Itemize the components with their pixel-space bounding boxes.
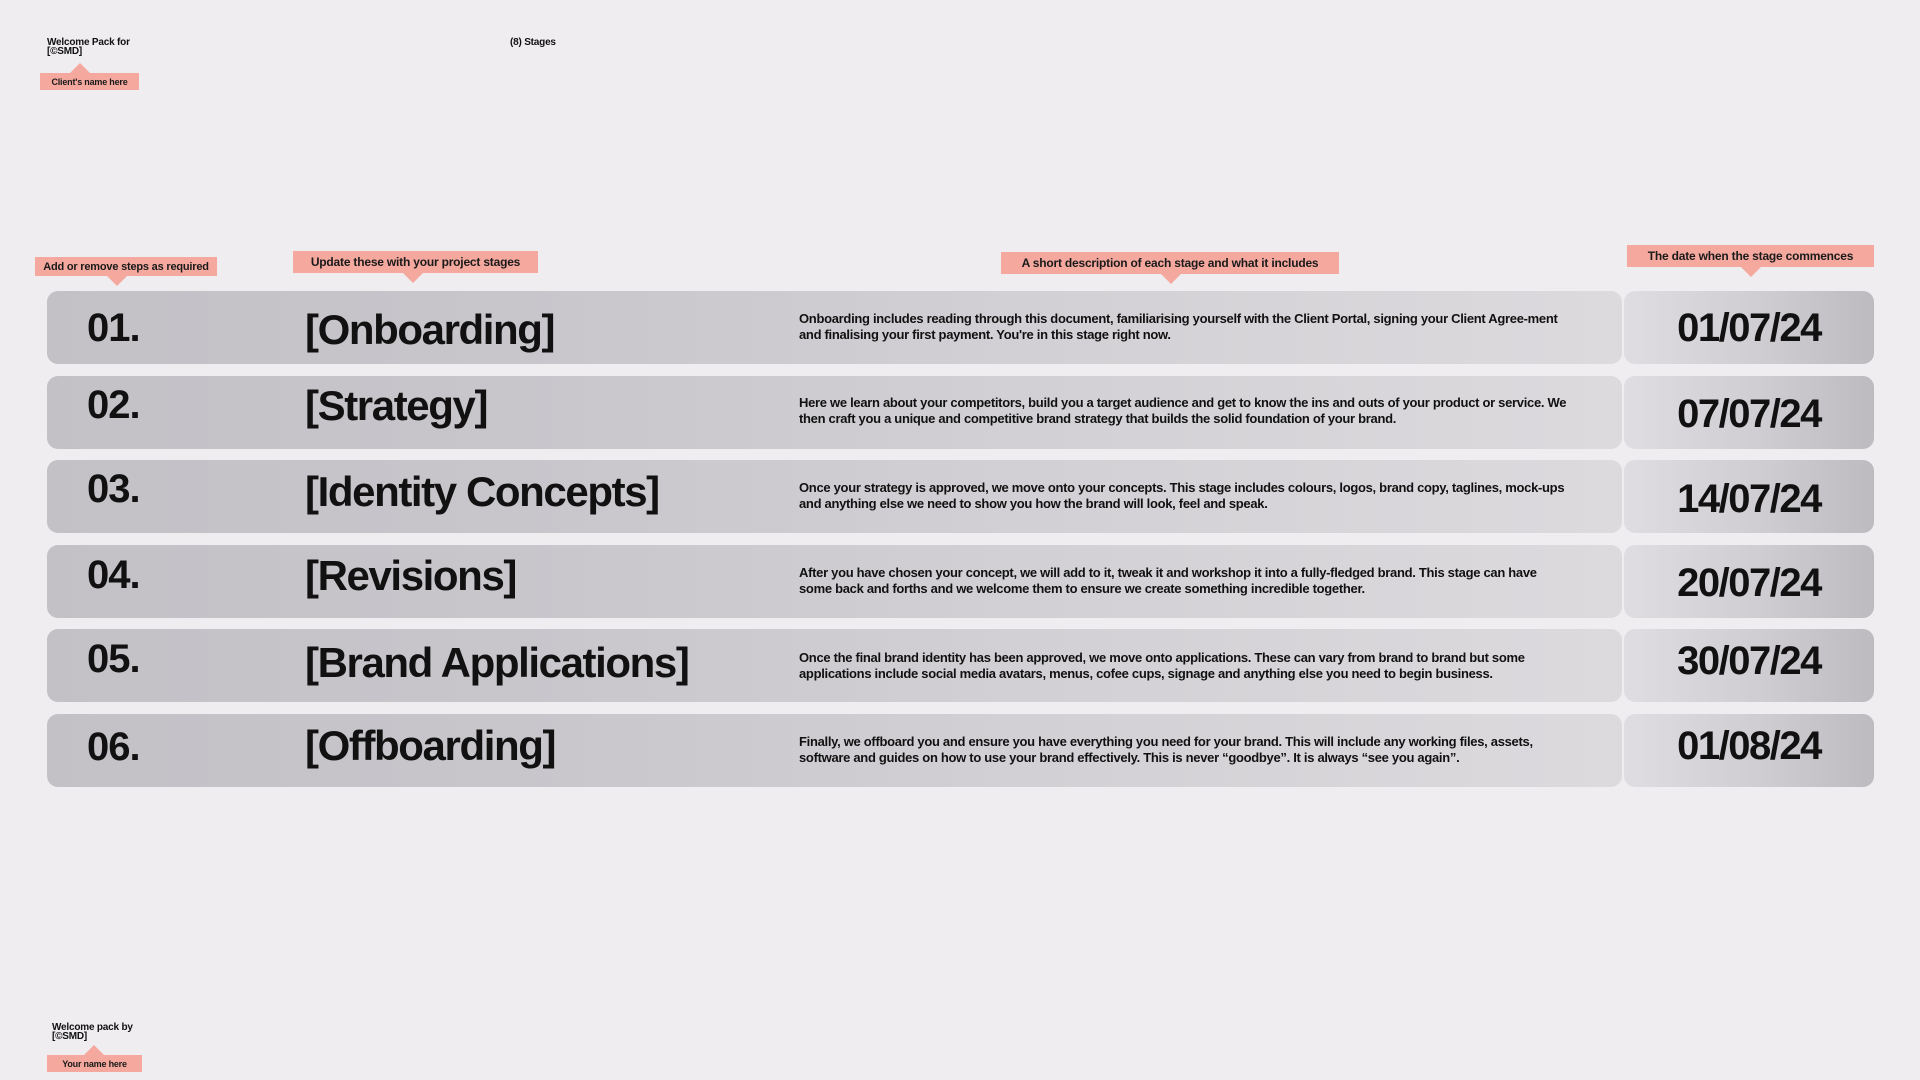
welcome-pack-by-line1: Welcome pack by: [52, 1022, 133, 1033]
stage-description: Finally, we offboard you and ensure you have everything you need for your brand. This will include any working files, assets, software and guides on how to use your brand effectively. This is never “goodbye”. It is always “see you again”.: [799, 734, 1533, 765]
stage-date: 14/07/24: [1677, 477, 1821, 521]
stage-date-box: [1624, 545, 1874, 618]
stage-row: [47, 376, 1821, 449]
annotation-date: [1627, 245, 1874, 267]
stage-number: 02.: [87, 383, 140, 427]
stage-row: [47, 460, 1821, 533]
stage-name: [Identity Concepts]: [305, 468, 659, 515]
stage-date-box: [1624, 460, 1874, 533]
tag-pointer-icon: [1741, 267, 1761, 277]
stages-count: (8) Stages: [510, 37, 556, 48]
annotation-date-label: The date when the stage commences: [1647, 249, 1854, 263]
welcome-pack-by-line2: [©SMD]: [52, 1031, 88, 1042]
stage-number: 01.: [87, 306, 140, 350]
stage-description: Onboarding includes reading through this document, familiarising yourself with the Client Portal, signing your Client Agree-ment and finalising your first payment. You're in this stage right now.: [799, 311, 1558, 342]
stage-number: 04.: [87, 553, 140, 597]
tag-pointer-icon: [107, 276, 127, 286]
annotation-stages-label: Update these with your project stages: [310, 255, 521, 269]
stage-name: [Brand Applications]: [305, 639, 689, 686]
annotation-steps-label: Add or remove steps as required: [43, 260, 209, 273]
stage-row: [47, 714, 1821, 787]
stage-number: 05.: [87, 637, 140, 681]
your-name-label: Your name here: [62, 1058, 127, 1069]
stage-date: 07/07/24: [1677, 392, 1821, 436]
tag-pointer-icon: [1161, 274, 1181, 284]
annotation-description: [1001, 252, 1339, 274]
stage-date-box: [1624, 291, 1874, 364]
stage-description: After you have chosen your concept, we will add to it, tweak it and workshop it into a fully-fledged brand. This stage can have some back and forths and we welcome them to ensure we create something incredible together.: [799, 565, 1537, 596]
stage-date-box: [1624, 376, 1874, 449]
tag-pointer-icon: [84, 1045, 104, 1055]
stage-name: [Strategy]: [305, 382, 488, 429]
welcome-pack-by: [52, 1023, 133, 1041]
stage-description: Once the final brand identity has been approved, we move onto applications. These can vary from brand to brand but some applications include social media avatars, menus, cofee cups, signage and anything else you need to begin business.: [799, 650, 1525, 681]
stage-number: 03.: [87, 467, 140, 511]
client-name-label: Client's name here: [51, 76, 128, 87]
stage-name: [Revisions]: [305, 552, 516, 599]
stage-description: Here we learn about your competitors, build you a target audience and get to know the ins and outs of your product or service. We then craft you a unique and competitive brand strategy that builds the solid foundation of your brand.: [799, 395, 1567, 426]
stage-date: 30/07/24: [1677, 639, 1821, 683]
stage-date-box: [1624, 714, 1874, 787]
stage-row: [47, 629, 1821, 702]
stage-name: [Offboarding]: [305, 722, 556, 769]
tag-pointer-icon: [403, 273, 423, 283]
annotation-steps: [35, 257, 217, 276]
client-name-tag: [40, 73, 139, 90]
stage-date: 20/07/24: [1677, 561, 1821, 605]
stage-date: 01/08/24: [1677, 724, 1821, 768]
stage-date: 01/07/24: [1677, 306, 1821, 350]
stage-row: [47, 545, 1821, 618]
stage-date-box: [1624, 629, 1874, 702]
stage-name: [Onboarding]: [305, 306, 555, 353]
welcome-pack-line2: [©SMD]: [47, 46, 83, 57]
tag-pointer-icon: [70, 63, 90, 73]
stage-row: [47, 291, 1821, 364]
welcome-pack-line1: Welcome Pack for: [47, 37, 130, 48]
stage-number: 06.: [87, 725, 140, 769]
stage-description: Once your strategy is approved, we move onto your concepts. This stage includes colours, logos, brand copy, taglines, mock-ups and anything else we need to show you how the brand will look, feel and speak.: [799, 480, 1565, 511]
annotation-stages: [293, 251, 538, 273]
your-name-tag: [47, 1055, 142, 1072]
annotation-description-label: A short description of each stage and what it includes: [1021, 256, 1319, 270]
welcome-pack-title: [47, 38, 130, 56]
